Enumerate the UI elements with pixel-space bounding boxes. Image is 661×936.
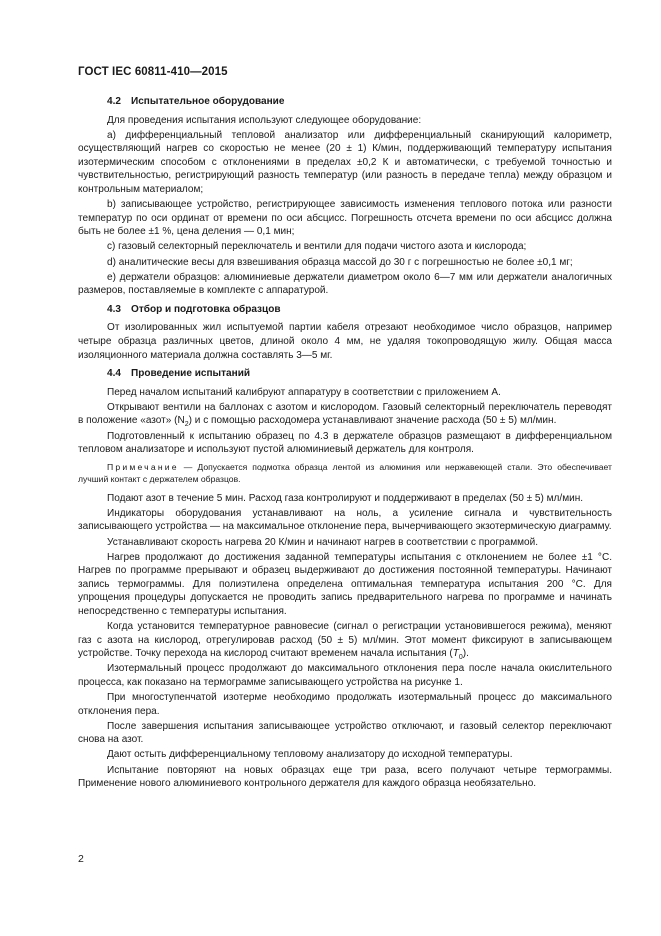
paragraph: Дают остыть дифференциальному тепловому анализатору до исходной температуры. (107, 749, 513, 761)
section-heading-4-4 (78, 367, 612, 381)
document-header: ГОСТ IEC 60811-410—2015 (78, 66, 228, 78)
paragraph: Индикаторы оборудования устанавливают на ноль, а усиление сигнала и чувствительность записывающего устройства — на максимальное отклонение пера, вычерчивающего экзотермическую диаграмму. (78, 507, 612, 533)
list-item-b: b) записывающее устройство, регистрирующее зависимость изменения теплового потока или разности температур по оси ординат от времени по оси абсцисс. Погрешность отсчета времени по оси абсцисс должна быть не более ±1 %, цена деления — 0,1 мин; (78, 199, 612, 238)
text-run: ). (462, 648, 469, 660)
paragraph: Перед началом испытаний калибруют аппаратуру в соответствии с приложением А. (107, 386, 501, 398)
paragraph: Устанавливают скорость нагрева 20 К/мин и начинают нагрев в соответствии с программой. (107, 536, 538, 548)
paragraph: Подготовленный к испытанию образец по 4.3 в держателе образцов размещают в дифференциальном тепловом анализаторе и используют пустой алюминиевый держатель для контроля. (78, 430, 612, 456)
paragraph (78, 401, 612, 428)
section-heading-4-2 (78, 95, 612, 109)
paragraph: Для проведения испытания используют следующее оборудование: (107, 114, 422, 126)
paragraph: Подают азот в течение 5 мин. Расход газа контролируют и поддерживают в пределах (50 ± 5) мл/мин. (107, 492, 584, 504)
text-run: ) и с помощью расходомера устанавливают значение расхода (50 ± 5) мл/мин. (188, 415, 557, 427)
subscript: 2 (184, 421, 189, 429)
section-number: 4.2 (107, 96, 121, 107)
list-item-c: с) газовый селекторный переключатель и вентили для подачи чистого азота и кислорода; (107, 241, 527, 253)
page-number: 2 (78, 853, 84, 865)
list-item-a: а) дифференциальный тепловой анализатор или дифференциальный сканирующий калориметр, осуществляющий нагрев со скоростью не менее (20 ± 1) К/мин, поддерживающий температуру испытания изотермическим способом с отклонениями в пределах ±0,2 К и автоматически, с требуемой точностью и чувствительностью, регистрирующий разность температур (или разность в передаче тепла) между образцом и контрольным материалом; (78, 129, 612, 196)
list-item-d: d) аналитические весы для взвешивания образца массой до 30 г с погрешностью не более ±0,1 мг; (107, 256, 573, 268)
section-heading-4-3 (78, 303, 612, 317)
paragraph (78, 620, 612, 661)
text-run: Когда установится температурное равновесие (сигнал о регистрации установившегося режима), меняют газ с азота на кислород, отрегулировав расход (50 ± 5) мл/мин. Этот момент фиксируют в записывающем устройстве. Точку перехода на кислород считают временем начала испытания ( (78, 621, 612, 660)
section-title: Отбор и подготовка образцов (131, 303, 281, 315)
text-run: Открывают вентили на баллонах с азотом и кислородом. Газовый селекторный переключатель переводят в положение «азот» (N (78, 401, 612, 427)
section-title: Испытательное оборудование (131, 96, 285, 107)
note (78, 461, 612, 486)
note-label: Примечание (107, 461, 179, 472)
section-title: Проведение испытаний (131, 368, 251, 380)
note-text: — Допускается подмотка образца лентой из алюминия или нержавеющей стали. Это обеспечивает лучший контакт с держателем образцов. (78, 461, 612, 485)
paragraph: От изолированных жил испытуемой партии кабеля отрезают необходимое число образцов, например четыре образца различных цветов, длиной около 4 мм, не удаляя токопроводящую жилу. Общая масса изоляционного материала должна составлять 3—5 мг. (78, 322, 612, 361)
section-number: 4.4 (107, 368, 121, 380)
paragraph: После завершения испытания записывающее устройство отключают, и газовый селектор переключают снова на азот. (78, 720, 612, 746)
subscript: 0 (458, 654, 463, 662)
variable: T (452, 648, 459, 660)
section-number: 4.3 (107, 303, 121, 315)
paragraph: При многоступенчатой изотерме необходимо продолжать изотермальный процесс до максимального отклонения пера. (78, 692, 612, 717)
paragraph: Испытание повторяют на новых образцах еще три раза, всего получают четыре термограммы. Применение нового алюминиевого контрольного держателя для каждого образца необязательно. (78, 764, 612, 790)
paragraph: Изотермальный процесс продолжают до максимального отклонения пера после начала окислительного процесса, как показано на термограмме записывающего устройства на рисунке 1. (78, 663, 612, 688)
paragraph: Нагрев продолжают до достижения заданной температуры испытания с отклонением не более ±1 °С. Нагрев по программе прерывают и образец выдерживают до достижения постоянной температуры. Начинают запись термограммы. Для полиэтилена определена оптимальная температура испытания 200 °С. Для упрощения процедуры допускается не проводить запись предварительного нагрева по программе и начинать непосредственно с температуры испытания. (78, 551, 612, 617)
list-item-e: е) держатели образцов: алюминиевые держатели диаметром около 6—7 мм или держатели аналогичных размеров, поставляемые в комплекте с аппаратурой. (78, 271, 612, 297)
document-body (78, 95, 612, 792)
